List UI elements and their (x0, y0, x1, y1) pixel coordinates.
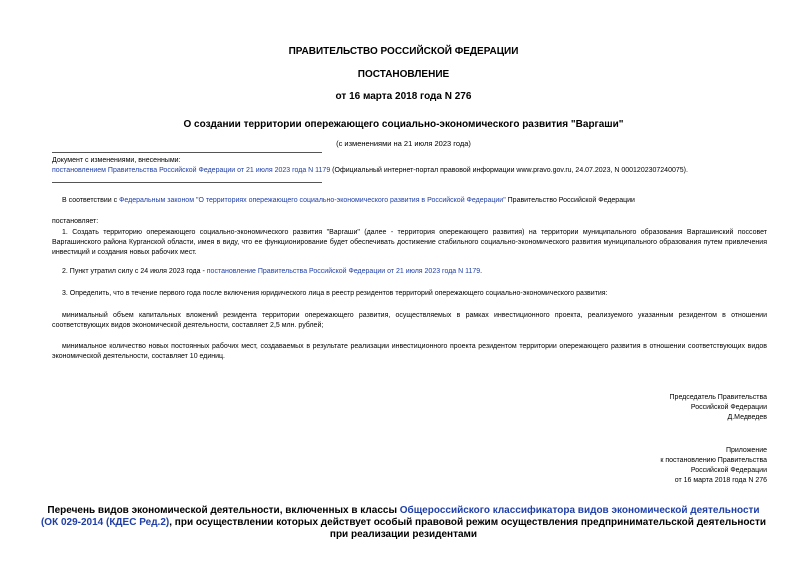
document-type: ПОСТАНОВЛЕНИЕ (357, 69, 450, 80)
item-1: 1. Создать территорию опережающего социально-экономического развития "Варгаши" (далее - территория опережающего развития) на территории муниципального образования Варгашинский поссовет Варгашинского района Курганской области, имея в виду, что ее функционирование будет обеспечивать достижение стабильного социально-экономического развития муниципального образования путем привлечения инвестиций и создания новых рабочих мест. (52, 229, 767, 256)
document-title: О создании территории опережающего социально-экономического развития "Варгаши" (183, 119, 624, 130)
changes-block (52, 156, 767, 176)
item-3: 3. Определить, что в течение первого года после включения юридического лица в реестр резидентов территорий опережающего социально-экономического развития: (62, 290, 608, 297)
revision-note: (с изменениями на 21 июля 2023 года) (336, 139, 471, 148)
changes-link[interactable]: постановлением Правительства Российской Федерации от 21 июля 2023 года N 1179 (52, 167, 331, 174)
paragraph-jobs: минимальное количество новых постоянных рабочих мест, создаваемых в результате реализации инвестиционного проекта резидентом территории опережающего развития в отношении соответствующих видов экономической деятельности, составляет 10 единиц. (52, 343, 767, 360)
appendix-line-3: Российской Федерации (690, 467, 767, 474)
okved-link[interactable]: Общероссийского классификатора видов экономической деятельности (ОК 029-2014 (КДЕС Ред.2) (40, 505, 760, 528)
paragraph-capital-investment: минимальный объем капитальных вложений резидента территории опережающего развития, осуществляемых в рамках инвестиционного проекта, реализуемого указанным резидентом в отношении соответствующих видов экономической деятельности, составляет 2,5 млн. рублей; (52, 312, 767, 329)
document-date-number: от 16 марта 2018 года N 276 (335, 91, 472, 102)
appendix-line-4: от 16 марта 2018 года N 276 (674, 477, 767, 484)
activity-list-title (40, 505, 767, 541)
changes-intro: Документ с изменениями, внесенными: (52, 157, 181, 164)
item-2-end: . (480, 268, 483, 275)
decides-label: постановляет: (52, 218, 99, 225)
appendix-line-2: к постановлению Правительства (660, 457, 767, 464)
preamble-start: В соответствии с (62, 197, 120, 204)
appendix-line-1: Приложение (725, 447, 767, 454)
item-2-link[interactable]: постановление Правительства Российской Федерации от 21 июля 2023 года N 1179 (206, 268, 481, 275)
list-title-start: Перечень видов экономической деятельности, включенных в классы (47, 505, 400, 516)
item-2-start: 2. Пункт утратил силу с 24 июля 2023 года - (62, 268, 207, 275)
appendix-block (660, 446, 767, 486)
preamble (52, 196, 767, 206)
list-title-end: , при осуществлении которых действует особый правовой режим осуществления предпринимательской деятельности при реализации резидентами (169, 517, 767, 540)
divider-bottom (52, 182, 322, 183)
changes-tail: (Официальный интернет-портал правовой информации www.pravo.gov.ru, 24.07.2023, N 0001202307240075). (330, 167, 688, 174)
government-heading: ПРАВИТЕЛЬСТВО РОССИЙСКОЙ ФЕДЕРАЦИИ (288, 46, 519, 57)
divider-top (52, 152, 322, 153)
changes-line (52, 166, 767, 176)
signature-line-1: Председатель Правительства (669, 394, 767, 401)
signature-line-2: Российской Федерации (690, 404, 767, 411)
signature-block (670, 393, 767, 423)
item-2 (52, 267, 767, 277)
preamble-end: Правительство Российской Федерации (505, 197, 635, 204)
signature-name: Д.Медведев (727, 414, 767, 421)
federal-law-link[interactable]: Федеральным законом "О территориях опережающего социально-экономического развития в Российской Федерации" (119, 197, 506, 204)
